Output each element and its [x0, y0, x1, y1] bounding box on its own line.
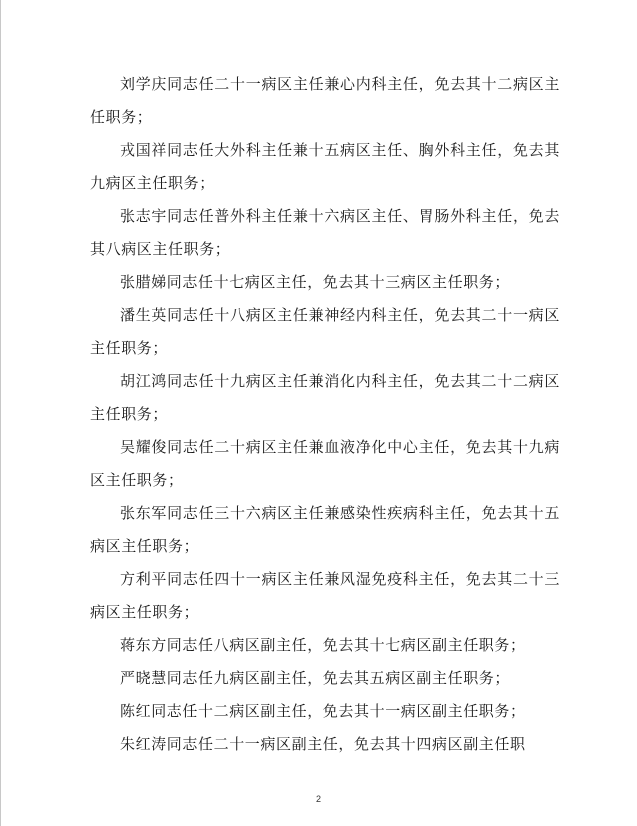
appointment-paragraph: 刘学庆同志任二十一病区主任兼心内科主任，免去其十二病区主任职务；	[90, 75, 560, 126]
appointment-paragraph: 张腊娣同志任十七病区主任，免去其十三病区主任职务；	[120, 273, 511, 291]
appointment-paragraph: 戎国祥同志任大外科主任兼十五病区主任、胸外科主任，免去其九病区主任职务；	[90, 141, 560, 192]
document-body	[90, 68, 560, 761]
page-edge-divider	[0, 0, 1, 826]
appointment-paragraph: 吴耀俊同志任二十病区主任兼血液净化中心主任，免去其十九病区主任职务；	[90, 438, 560, 489]
appointment-paragraph: 陈红同志任十二病区副主任，免去其十一病区副主任职务；	[120, 702, 526, 720]
appointment-paragraph: 方利平同志任四十一病区主任兼风湿免疫科主任，免去其二十三病区主任职务；	[90, 570, 560, 621]
appointment-paragraph: 张志宇同志任普外科主任兼十六病区主任、胃肠外科主任，免去其八病区主任职务；	[90, 207, 560, 258]
appointment-paragraph: 胡江鸿同志任十九病区主任兼消化内科主任，免去其二十二病区主任职务；	[90, 372, 560, 423]
appointment-paragraph: 潘生英同志任十八病区主任兼神经内科主任，免去其二十一病区主任职务；	[90, 306, 560, 357]
page-number: 2	[315, 794, 321, 804]
appointment-paragraph: 朱红涛同志任二十一病区副主任，免去其十四病区副主任职	[120, 735, 526, 753]
appointment-paragraph: 张东军同志任三十六病区主任兼感染性疾病科主任，免去其十五病区主任职务；	[90, 504, 560, 555]
appointment-paragraph: 蒋东方同志任八病区副主任，免去其十七病区副主任职务；	[120, 636, 526, 654]
appointment-paragraph: 严晓慧同志任九病区副主任，免去其五病区副主任职务；	[120, 669, 511, 687]
